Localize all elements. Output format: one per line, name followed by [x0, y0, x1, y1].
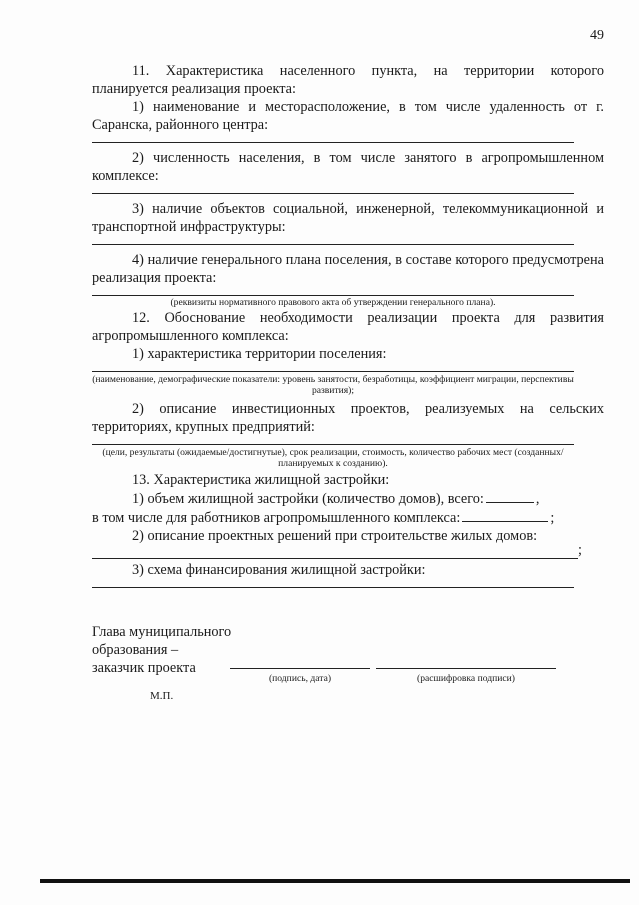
blank-line[interactable] — [92, 363, 574, 372]
section-11-item-1: 1) наименование и месторасположение, в том числе удаленность от г. Саранска, районного центра: — [92, 99, 604, 133]
scan-edge-bar — [40, 879, 630, 883]
form-body — [92, 62, 604, 588]
section-13-item-3: 3) схема финансирования жилищной застройки: — [132, 562, 426, 578]
houses-total-field[interactable] — [486, 489, 534, 503]
section-11-item-3: 3) наличие объектов социальной, инженерной, телекоммуникационной и транспортной инфраструктуры: — [92, 201, 604, 235]
name-field[interactable] — [376, 668, 556, 669]
blank-line[interactable] — [92, 287, 574, 296]
section-11-heading: 11. Характеристика населенного пункта, на территории которого планируется реализация проекта: — [92, 63, 604, 97]
section-12-item-2: 2) описание инвестиционных проектов, реализуемых на сельских территориях, крупных предприятий: — [92, 401, 604, 435]
section-12-item-1: 1) характеристика территории поселения: — [132, 346, 387, 362]
houses-workers-field[interactable] — [462, 508, 548, 522]
item-text: в том числе для работников агропромышленного комплекса: — [92, 510, 461, 526]
blank-line[interactable] — [92, 579, 574, 588]
blank-line[interactable] — [92, 545, 578, 559]
section-11-item-4: 4) наличие генерального плана поселения, в составе которого предусмотрена реализация проекта: — [92, 252, 604, 286]
punctuation: , — [535, 491, 540, 507]
field-caption: (цели, результаты (ожидаемые/достигнутые), срок реализации, стоимость, количество рабочих мест (созданных/планируемых к созданию). — [102, 447, 564, 469]
section-13-item-2: 2) описание проектных решений при строительстве жилых домов: — [132, 528, 538, 544]
signatory-line-1: Глава муниципального — [92, 624, 232, 640]
page-number: 49 — [590, 28, 604, 43]
blank-line[interactable] — [92, 185, 574, 194]
signatory-line-3: заказчик проекта — [92, 660, 196, 676]
stamp-place: М.П. — [150, 690, 174, 702]
blank-line[interactable] — [92, 236, 574, 245]
signatory-line-2: образования – — [92, 642, 179, 658]
punctuation: ; — [578, 542, 582, 558]
section-11-item-2: 2) численность населения, в том числе занятого в агропромышленном комплексе: — [92, 150, 604, 184]
blank-line[interactable] — [92, 436, 574, 445]
field-caption: (реквизиты нормативного правового акта об утверждении генерального плана). — [170, 297, 496, 308]
blank-line[interactable] — [92, 134, 574, 143]
signature-caption: (подпись, дата) — [268, 673, 332, 684]
section-13-item-1 — [92, 489, 604, 508]
field-caption: (наименование, демографические показатели: уровень занятости, безработицы, коэффициент миграции, перспективы развития); — [92, 374, 574, 396]
section-13-heading: 13. Характеристика жилищной застройки: — [132, 472, 390, 488]
item-text: 1) объем жилищной застройки (количество домов), всего: — [132, 491, 484, 507]
section-13-item-1-workers — [92, 508, 604, 527]
punctuation: ; — [550, 510, 555, 526]
section-12-heading: 12. Обоснование необходимости реализации проекта для развития агропромышленного комплекса: — [92, 310, 604, 344]
signature-field[interactable] — [230, 668, 370, 669]
name-caption: (расшифровка подписи) — [417, 673, 515, 684]
